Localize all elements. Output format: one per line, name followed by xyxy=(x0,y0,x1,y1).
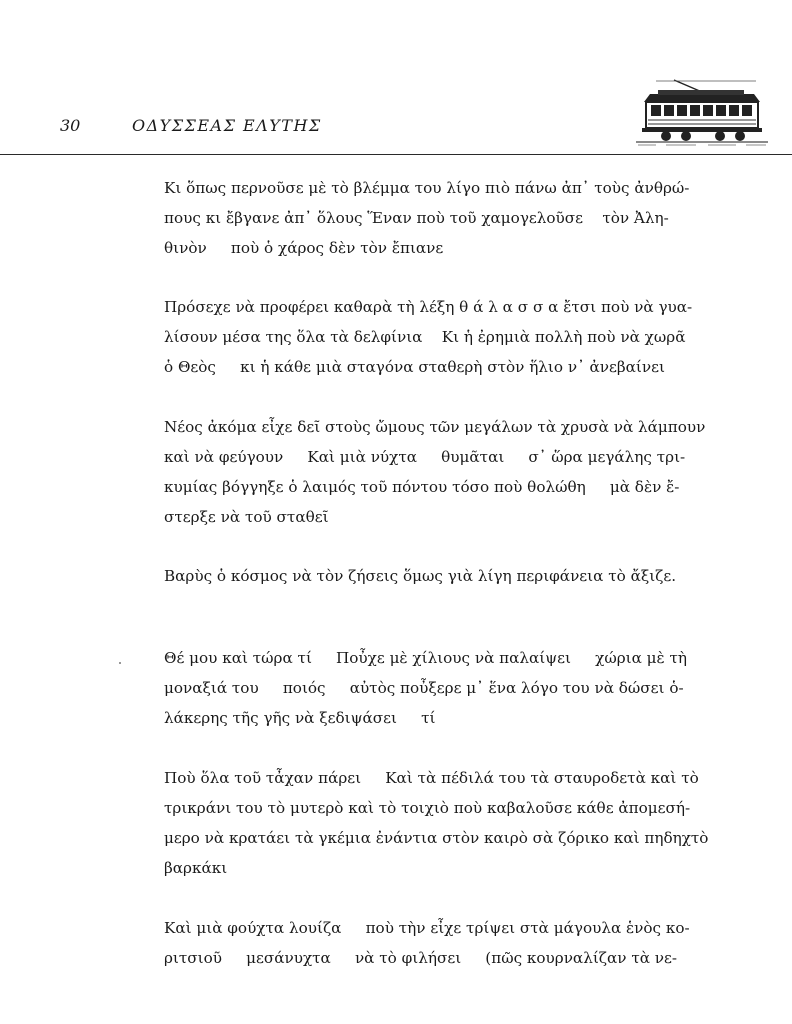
text-line: Κι ὅπως περνοῦσε μὲ τὸ βλέμμα του λίγο πιὸ πάνω ἀπ᾿ τοὺς ἀνθρώ- xyxy=(164,179,690,197)
text-line: ριτσιοῦ μεσάνυχτα νὰ τὸ φιλήσει (πῶς κουρναλίζαν τὰ νε- xyxy=(164,949,678,967)
text-line: καὶ νὰ φεύγουν Καὶ μιὰ νύχτα θυμᾶται σ᾿ ὥρα μεγάλης τρι- xyxy=(164,448,686,466)
text-line: Βαρὺς ὁ κόσμος νὰ τὸν ζήσεις ὅμως γιὰ λίγη περιφάνεια τὸ ἄξιζε. xyxy=(164,567,677,585)
text-line: τρικράνι του τὸ μυτερὸ καὶ τὸ τοιχιὸ ποὺ καβαλοῦσε κάθε ἀπομεσή- xyxy=(164,799,691,817)
text-line: Καὶ μιὰ φούχτα λουίζα ποὺ τὴν εἶχε τρίψει στὰ μάγουλα ἑνὸς κο- xyxy=(164,919,690,937)
text-line: πους κι ἔβγανε ἀπ᾿ ὅλους Ἕναν ποὺ τοῦ χαμογελοῦσε τὸν Ἀλη- xyxy=(164,209,669,227)
text-line: Πρόσεχε νὰ προφέρει καθαρὰ τὴ λέξη θ ά λ α σ σ α ἔτσι ποὺ νὰ γυα- xyxy=(164,298,693,316)
text-line: λίσουν μέσα της ὅλα τὰ δελφίνια Κι ἡ ἐρημιὰ πολλὴ ποὺ νὰ χωρᾶ xyxy=(164,328,686,346)
text-line: βαρκάκι xyxy=(164,859,228,877)
text-line: μοναξιά του ποιός αὐτὸς ποὖξερε μ᾿ ἕνα λόγο του νὰ δώσει ὁ- xyxy=(164,679,684,697)
text-line: Νέος ἀκόμα εἶχε δεῖ στοὺς ὤμους τῶν μεγάλων τὰ χρυσὰ νὰ λάμπουν xyxy=(164,418,706,436)
text-line: λάκερης τῆς γῆς νὰ ξεδιψάσει τί xyxy=(164,709,436,727)
text-line: ὁ Θεὸς κι ἡ κάθε μιὰ σταγόνα σταθερὴ στὸν ἥλιο ν᾿ ἀνεβαίνει xyxy=(164,358,665,376)
text-line: θινὸν ποὺ ὁ χάρος δὲν τὸν ἔπιανε xyxy=(164,239,444,257)
page-number: 30 xyxy=(60,116,81,135)
text-line: κυμίας βόγγηξε ὁ λαιμός τοῦ πόντου τόσο ποὺ θολώθη μὰ δὲν ἔ- xyxy=(164,478,680,496)
print-speck xyxy=(119,662,121,664)
running-title: ΟΔΥΣΣΕΑΣ ΕΛΥΤΗΣ xyxy=(132,116,322,135)
tram-icon xyxy=(636,78,768,146)
text-line: στερξε νὰ τοῦ σταθεῖ xyxy=(164,508,329,526)
text-line: μερο νὰ κρατάει τὰ γκέμια ἐνάντια στὸν καιρὸ σὰ ζόρικο καὶ πηδηχτὸ xyxy=(164,829,709,847)
header-rule xyxy=(0,154,792,155)
text-line: Ποὺ ὅλα τοῦ τἆχαν πάρει Καὶ τὰ πέδιλά του τὰ σταυροδετὰ καὶ τὸ xyxy=(164,769,699,787)
text-line: Θέ μου καὶ τώρα τί Ποὖχε μὲ χίλιους νὰ παλαίψει χώρια μὲ τὴ xyxy=(164,649,688,667)
